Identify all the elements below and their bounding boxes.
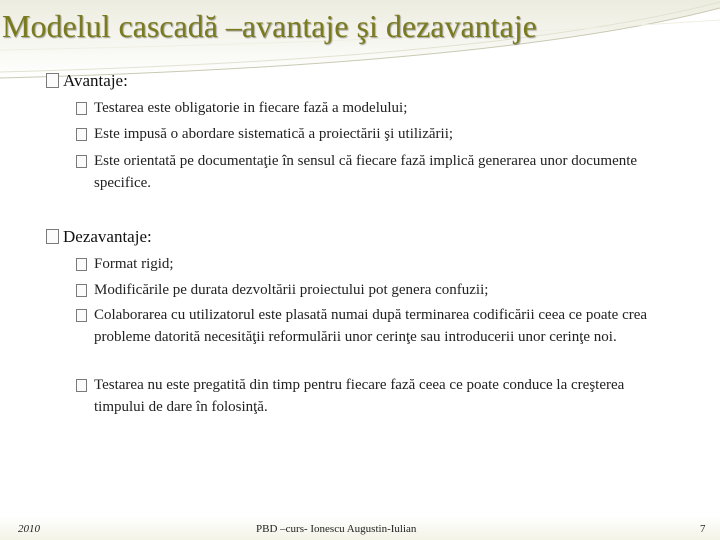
checkbox-bullet-icon [76,379,87,392]
page-number: 7 [700,523,706,535]
list-item [76,123,676,145]
list-item-text: Testarea este obligatorie in fiecare fază a modelului; [94,100,408,116]
checkbox-bullet-icon [76,128,87,141]
slide-title: Modelul cascadă –avantaje şi dezavantaje [2,8,537,44]
list-item-text: Este orientată pe documentaţie în sensul că fiecare fază implică generarea unor documente specifice. [94,153,638,191]
section-heading-avantaje [46,70,128,92]
list-item [76,97,676,119]
checkbox-bullet-icon [76,258,87,271]
list-item [76,374,676,418]
checkbox-bullet-icon [76,102,87,115]
list-item [76,279,676,301]
checkbox-bullet-icon [76,155,87,168]
section-heading-dezavantaje [46,226,152,248]
list-item-text: Modificările pe durata dezvoltării proiectului pot genera confuzii; [94,282,489,298]
list-item-text: Colaborarea cu utilizatorul este plasată numai după terminarea codificării ceea ce poate crea probleme datorită necesităţii reformulării unor cerinţe sau introducerii unor cerinţe noi. [94,307,648,345]
list-item-text: Este impusă o abordare sistematică a proiectării şi utilizării; [94,126,454,142]
footer-year: 2010 [18,523,40,535]
list-item-text: Format rigid; [94,256,174,272]
checkbox-bullet-icon [46,229,59,244]
checkbox-bullet-icon [76,284,87,297]
section-heading-text: Avantaje: [63,71,128,90]
section-heading-text: Dezavantaje: [63,227,152,246]
list-item [76,253,676,275]
checkbox-bullet-icon [46,73,59,88]
list-item [76,304,676,348]
footer-course: PBD –curs- Ionescu Augustin-Iulian [256,523,417,535]
checkbox-bullet-icon [76,309,87,322]
list-item [76,150,676,194]
list-item-text: Testarea nu este pregatită din timp pentru fiecare fază ceea ce poate conduce la creşterea timpului de dare în folosinţă. [94,377,625,415]
